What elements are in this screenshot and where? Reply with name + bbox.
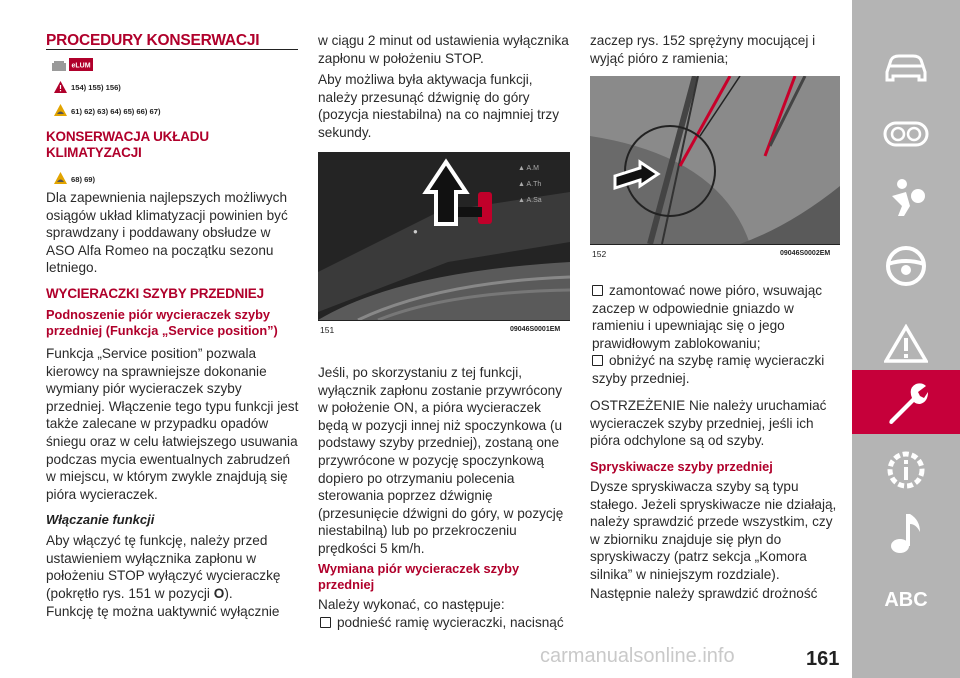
col2-top-text: w ciągu 2 minut od ustawienia wyłącznika zapłonu w położeniu STOP. — [318, 33, 569, 66]
sidebar-item-index[interactable] — [852, 570, 960, 630]
replacement-intro: Należy wykonać, co następuje: — [318, 597, 505, 612]
elum-icon — [52, 58, 94, 79]
svg-text:●: ● — [413, 227, 418, 236]
enable-function-text: Aby włączyć tę funkcję, należy przed ustawieniem wyłącznika zapłonu w położeniu STOP wyłączyć wycieraczkę (pokrętło rys. 151 w pozycji O). — [46, 533, 281, 601]
aircon-text: Dla zapewnienia najlepszych możliwych osiągów układ klimatyzacji powinien być sprawdzany i poddawany obsłudze w ASO Alfa Romeo na początku sezonu letniego. — [46, 190, 288, 276]
warning-refs: 154) 155) 156) — [71, 83, 121, 92]
title-divider — [46, 49, 298, 50]
enable-function-text2: Funkcję tę można uaktywnić wyłącznie — [46, 604, 280, 619]
sidebar-abc-label: ABC — [884, 588, 928, 611]
col2-reset-text: Jeśli, po skorzystaniu z tej funkcji, wyłącznik zapłonu zostanie przywrócony w położenie ON, a pióra wycieraczek będą w pozycji innej niż spoczynkowa (u podstawy szyby przedniej), zostaną one przywrócone w pozycję spoczynkową dopiero po otrzymaniu polecenia sterowania poprzez dźwignię (przesunięcie dźwigni do góry, w pozycję niestabilną) lub po przekroczeniu prędkości 5 km/h. — [318, 365, 564, 556]
sidebar-item-car[interactable] — [852, 38, 960, 98]
page-number: 161 — [806, 648, 840, 670]
music-icon — [886, 510, 926, 554]
airbag-icon — [884, 176, 928, 220]
figure-152-rule — [590, 244, 840, 245]
subsection-wiper-replacement: Wymiana piór wycieraczek szyby przedniej — [318, 561, 520, 592]
bullet-step-1: podnieść ramię wycieraczki, nacisnąć — [320, 614, 574, 632]
caution-icon — [54, 171, 67, 189]
elum-badge: eLUM — [71, 62, 91, 70]
subsection-washers: Spryskiwacze szyby przedniej — [590, 459, 773, 474]
danger-warning-icon — [54, 80, 67, 98]
washers-text: Dysze spryskiwacza szyby są typu stałego. Jeżeli spryskiwacze nie działają, należy sprawdzić przede wszystkim, czy w zbiorniku znajduje się płyn do spryskiwaczy (patrz sekcja „Komora silnika” w niniejszym rozdziale). — [590, 479, 837, 582]
svg-text:▲ A.Sa: ▲ A.Sa — [518, 197, 542, 204]
figure-151-code: 09046S0001EM — [510, 326, 561, 333]
service-position-text: Funkcja „Service position” pozwala kierowcy na sprawniejsze dokonanie wymiany piór wycieraczek szyby przedniej. Włączenie tego typu funkcji jest także zalecane w przypadku opadów śniegu oraz w celu łatwiejszego usuwania podczas mycia ewentualnych zabrudzeń w miejscu, w którym zwykle znajdują się pióra wycieraczek. — [46, 346, 299, 502]
figure-152-number: 152 — [592, 249, 607, 259]
sidebar-item-safety[interactable] — [852, 168, 960, 228]
washers-text2: Następnie należy sprawdzić drożność — [590, 586, 818, 601]
sidebar-item-dashboard[interactable] — [852, 104, 960, 164]
sidebar-item-warnings[interactable] — [852, 314, 960, 374]
warning-text: OSTRZEŻENIE Nie należy uruchamiać wycieraczek szyby przedniej, jeśli ich pióra odchylone są od szyby. — [590, 398, 827, 449]
gear-info-icon — [884, 448, 928, 492]
subsection-service-position: Podnoszenie piór wycieraczek szyby przedniej (Funkcja „Service position”) — [46, 307, 278, 338]
watermark: carmanualsonline.info — [540, 645, 735, 667]
caution-refs: 68) 69) — [71, 175, 96, 184]
page-title: PROCEDURY KONSERWACJI — [46, 32, 260, 49]
figure-151-rule — [318, 320, 570, 321]
caution-refs: 61) 62) 63) 64) 65) 66) 67) — [71, 107, 161, 116]
sidebar-item-driving[interactable] — [852, 236, 960, 296]
col2-activation-text: Aby możliwa była aktywacja funkcji, należy przesunąć dźwignię do góry (pozycja niestabilna) na co najmniej trzy sekundy. — [318, 72, 560, 140]
dashboard-icon — [883, 119, 929, 149]
warning-icon — [884, 324, 928, 364]
bullet-step-3: obniżyć na szybę ramię wycieraczki szyby przedniej. — [592, 353, 825, 386]
figure-152-code: 09046S0002EM — [780, 250, 831, 257]
col3-top-text: zaczep rys. 152 sprężyny mocującej i wyjąć pióro z ramienia; — [590, 33, 816, 66]
enable-function-title: Włączanie funkcji — [46, 512, 155, 527]
section-title-wipers: WYCIERACZKI SZYBY PRZEDNIEJ — [46, 286, 264, 301]
section-title-aircon: KONSERWACJA UKŁADU KLIMATYZACJI — [46, 129, 209, 160]
car-icon — [883, 52, 929, 84]
caution-icon — [54, 103, 67, 121]
figure-151-image — [318, 152, 570, 320]
sidebar-item-multimedia[interactable] — [852, 502, 960, 562]
steering-wheel-icon — [884, 244, 928, 288]
wrench-icon — [882, 378, 930, 426]
svg-text:▲ A.Th: ▲ A.Th — [518, 181, 542, 188]
figure-151-number: 151 — [320, 325, 335, 335]
sidebar-item-technical[interactable] — [852, 440, 960, 500]
svg-text:▲ A.M: ▲ A.M — [518, 165, 539, 172]
figure-152-image — [590, 76, 840, 244]
sidebar-item-maintenance[interactable] — [852, 370, 960, 434]
bullet-step-2: zamontować nowe pióro, wsuwając zaczep w odpowiednie gniazdo w ramieniu i upewniając się o jego prawidłowym zablokowaniu; — [592, 283, 823, 351]
